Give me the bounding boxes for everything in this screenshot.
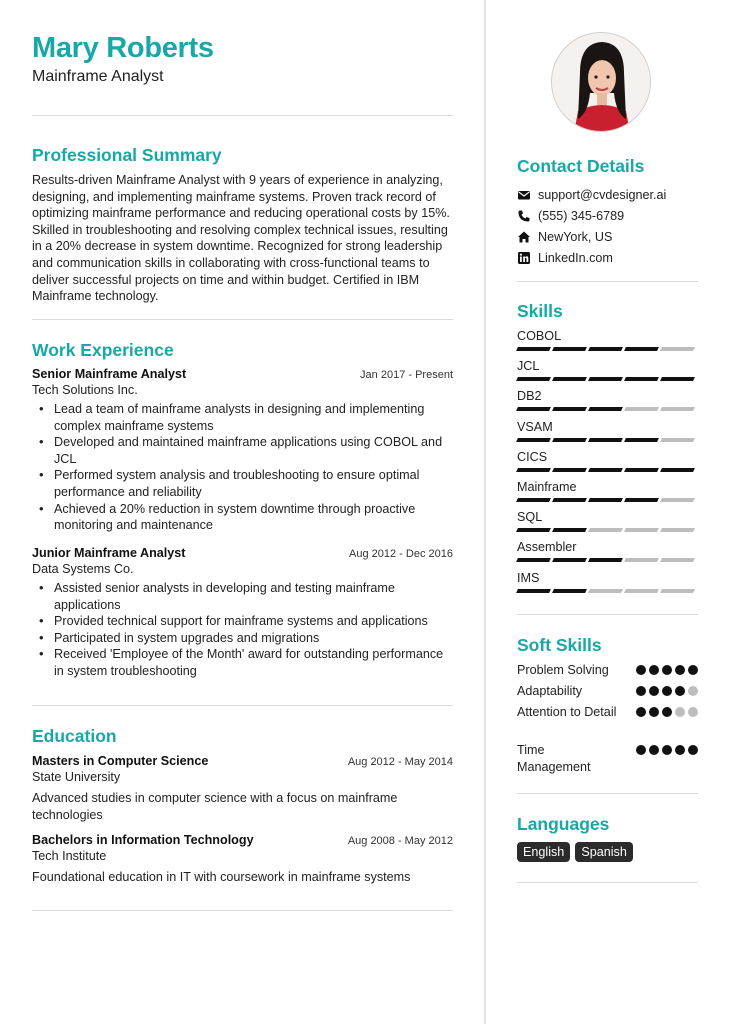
skills-heading: Skills [517, 301, 563, 321]
skill-segment-filled [516, 558, 551, 562]
skill-segment-filled [516, 528, 551, 532]
skill-segment-filled [552, 347, 587, 351]
skill-name: SQL [517, 510, 543, 525]
skill-level-bar [517, 468, 698, 472]
skill-segment-filled [516, 407, 551, 411]
linkedin-icon [517, 251, 531, 265]
job-dates: Aug 2012 - Dec 2016 [349, 548, 453, 560]
contact-item-email[interactable] [517, 184, 698, 205]
job-bullet: • Performed system analysis and troubleshooting to ensure optimal performance and reliability [32, 467, 453, 500]
rating-dot-filled [649, 686, 659, 696]
skill-segment-filled [552, 438, 587, 442]
soft-skills-heading: Soft Skills [517, 635, 602, 655]
skill-segment-empty [660, 498, 695, 502]
rating-dot-empty [688, 686, 698, 696]
skill-level-bar [517, 407, 698, 411]
skill-segment-filled [516, 347, 551, 351]
skill-segment-filled [552, 528, 587, 532]
soft-skill-item [517, 742, 698, 776]
rating-dot-filled [662, 665, 672, 675]
rating-dot-filled [636, 745, 646, 755]
summary-heading: Professional Summary [32, 145, 222, 165]
job-role: Senior Mainframe Analyst [32, 367, 187, 381]
soft-skill-rating [636, 704, 698, 721]
education-entry [32, 754, 453, 823]
soft-skill-name: Attention to Detail [517, 705, 617, 719]
skill-segment-empty [624, 589, 659, 593]
soft-skill-item [517, 704, 698, 721]
contact-item-location [517, 226, 698, 247]
skill-segment-empty [660, 347, 695, 351]
contact-email: support@cvdesigner.ai [538, 187, 667, 202]
skill-segment-filled [516, 468, 551, 472]
skill-level-bar [517, 377, 698, 381]
skill-segment-filled [588, 558, 623, 562]
rating-dot-filled [649, 745, 659, 755]
job-bullet: • Provided technical support for mainframe systems and applications [32, 613, 453, 630]
skill-segment-filled [516, 377, 551, 381]
rating-dot-filled [649, 665, 659, 675]
skill-segment-empty [660, 407, 695, 411]
skill-segment-filled [660, 377, 695, 381]
skill-segment-filled [588, 347, 623, 351]
skill-level-bar [517, 347, 698, 351]
skill-name: JCL [517, 359, 540, 374]
summary-text: Results-driven Mainframe Analyst with 9 years of experience in analyzing, designing, and implementing mainframe systems. Proven track record of optimizing mainframe performance and reducing operational costs by 15%. Skilled in troubleshooting and resolving complex technical issues, resulting in a 20% decrease in system downtime. Recognized for strong leadership and communication skills in collaborating with cross-functional teams to deliver successful projects on time and within budget. Certified in IBM Mainframe technology. [32, 173, 450, 304]
contact-item-phone[interactable] [517, 205, 698, 226]
education-entry [32, 833, 453, 886]
skill-segment-filled [624, 498, 659, 502]
experience-heading: Work Experience [32, 340, 174, 360]
phone-icon [517, 209, 531, 223]
section-divider [32, 319, 453, 320]
school-name: Tech Institute [32, 849, 107, 863]
rating-dot-filled [636, 665, 646, 675]
skill-segment-filled [552, 377, 587, 381]
skill-segment-empty [588, 589, 623, 593]
rating-dot-empty [675, 707, 685, 717]
skill-segment-filled [624, 438, 659, 442]
degree-title: Masters in Computer Science [32, 754, 209, 768]
section-divider [32, 115, 453, 116]
skill-name: IMS [517, 570, 540, 585]
job-company: Tech Solutions Inc. [32, 383, 138, 397]
skill-segment-filled [516, 438, 551, 442]
job-entry [32, 546, 453, 680]
skill-segment-empty [588, 528, 623, 532]
contact-linkedin: LinkedIn.com [538, 250, 613, 265]
skill-item [517, 359, 698, 381]
skill-name: CICS [517, 449, 548, 464]
job-bullet: • Received 'Employee of the Month' award for outstanding performance in system troubleshooting [32, 646, 453, 679]
skill-segment-filled [624, 347, 659, 351]
skill-segment-filled [552, 589, 587, 593]
skill-segment-empty [624, 558, 659, 562]
job-bullet: • Achieved a 20% reduction in system downtime through proactive monitoring and maintenance [32, 501, 453, 534]
skill-name: Assembler [517, 540, 577, 555]
language-badge: Spanish [575, 842, 633, 862]
job-entry [32, 367, 453, 534]
rating-dot-filled [636, 707, 646, 717]
skill-segment-filled [624, 468, 659, 472]
skill-name: DB2 [517, 389, 542, 404]
skill-level-bar [517, 589, 698, 593]
section-divider [517, 882, 698, 883]
skill-segment-filled [516, 589, 551, 593]
rating-dot-filled [649, 707, 659, 717]
job-role: Junior Mainframe Analyst [32, 546, 186, 560]
profile-photo [551, 32, 651, 132]
column-divider [484, 0, 486, 1024]
skill-segment-filled [624, 377, 659, 381]
degree-title: Bachelors in Information Technology [32, 833, 254, 847]
job-bullets [32, 401, 453, 534]
contact-item-linkedin[interactable] [517, 247, 698, 268]
rating-dot-filled [688, 665, 698, 675]
soft-skill-name: Problem Solving [517, 663, 609, 677]
job-bullet: • Participated in system upgrades and migrations [32, 630, 453, 647]
rating-dot-filled [688, 745, 698, 755]
job-dates: Jan 2017 - Present [360, 369, 453, 381]
rating-dot-filled [662, 745, 672, 755]
section-divider [517, 614, 698, 615]
skill-name: VSAM [517, 419, 553, 434]
soft-skill-rating [636, 742, 698, 776]
education-description: Advanced studies in computer science with a focus on mainframe technologies [32, 791, 398, 822]
contact-list [517, 184, 698, 268]
education-dates: Aug 2012 - May 2014 [347, 756, 453, 768]
skill-segment-empty [624, 528, 659, 532]
soft-skill-rating [636, 683, 698, 700]
skill-segment-filled [588, 468, 623, 472]
job-bullet: • Developed and maintained mainframe applications using COBOL and JCL [32, 434, 453, 467]
envelope-icon [517, 188, 531, 202]
language-badge: English [517, 842, 570, 862]
skill-item [517, 540, 698, 562]
soft-skill-name: Time Management [517, 743, 591, 774]
rating-dot-filled [662, 686, 672, 696]
rating-dot-filled [662, 707, 672, 717]
rating-dot-empty [688, 707, 698, 717]
skill-level-bar [517, 528, 698, 532]
rating-dot-filled [675, 745, 685, 755]
education-description: Foundational education in IT with coursework in mainframe systems [32, 870, 411, 884]
skill-segment-filled [588, 407, 623, 411]
job-company: Data Systems Co. [32, 562, 134, 576]
skill-name: Mainframe [517, 480, 577, 494]
skill-segment-empty [660, 528, 695, 532]
skill-segment-empty [660, 438, 695, 442]
job-bullets [32, 580, 453, 680]
skill-item [517, 450, 698, 472]
skill-level-bar [517, 438, 698, 442]
education-dates: Aug 2008 - May 2012 [347, 835, 453, 847]
soft-skill-rating [636, 662, 698, 679]
soft-skill-item [517, 683, 698, 700]
profile-photo-illustration [552, 33, 651, 132]
skill-segment-filled [660, 468, 695, 472]
languages-heading: Languages [517, 814, 610, 834]
skill-item [517, 420, 698, 442]
skill-level-bar [517, 498, 698, 502]
contact-heading: Contact Details [517, 156, 645, 176]
soft-skill-name: Adaptability [517, 684, 583, 698]
skill-segment-filled [552, 558, 587, 562]
skill-item [517, 510, 698, 532]
skill-segment-filled [552, 407, 587, 411]
skill-item [517, 480, 698, 502]
school-name: State University [32, 770, 121, 784]
rating-dot-filled [636, 686, 646, 696]
section-divider [517, 793, 698, 794]
skill-segment-filled [588, 438, 623, 442]
section-divider [32, 910, 453, 911]
skill-item [517, 389, 698, 411]
education-heading: Education [32, 726, 117, 746]
contact-location: NewYork, US [538, 229, 613, 244]
soft-skill-item [517, 662, 698, 679]
skill-segment-filled [588, 377, 623, 381]
section-divider [32, 705, 453, 706]
languages-list [517, 842, 633, 862]
skill-name: COBOL [517, 329, 562, 343]
skill-segment-filled [588, 498, 623, 502]
skill-segment-filled [552, 468, 587, 472]
job-bullet: • Lead a team of mainframe analysts in designing and implementing complex mainframe systems [32, 401, 453, 434]
section-divider [517, 281, 698, 282]
candidate-title: Mainframe Analyst [32, 68, 164, 85]
skill-item [517, 329, 698, 351]
skill-segment-empty [660, 589, 695, 593]
job-bullet: • Assisted senior analysts in developing and testing mainframe applications [32, 580, 453, 613]
rating-dot-filled [675, 686, 685, 696]
skill-item [517, 571, 698, 593]
home-icon [517, 230, 531, 244]
skill-segment-filled [552, 498, 587, 502]
candidate-name: Mary Roberts [32, 32, 214, 64]
skill-segment-filled [516, 498, 551, 502]
contact-phone: (555) 345-6789 [538, 208, 625, 223]
skill-segment-empty [624, 407, 659, 411]
rating-dot-filled [675, 665, 685, 675]
skill-level-bar [517, 558, 698, 562]
skill-segment-empty [660, 558, 695, 562]
